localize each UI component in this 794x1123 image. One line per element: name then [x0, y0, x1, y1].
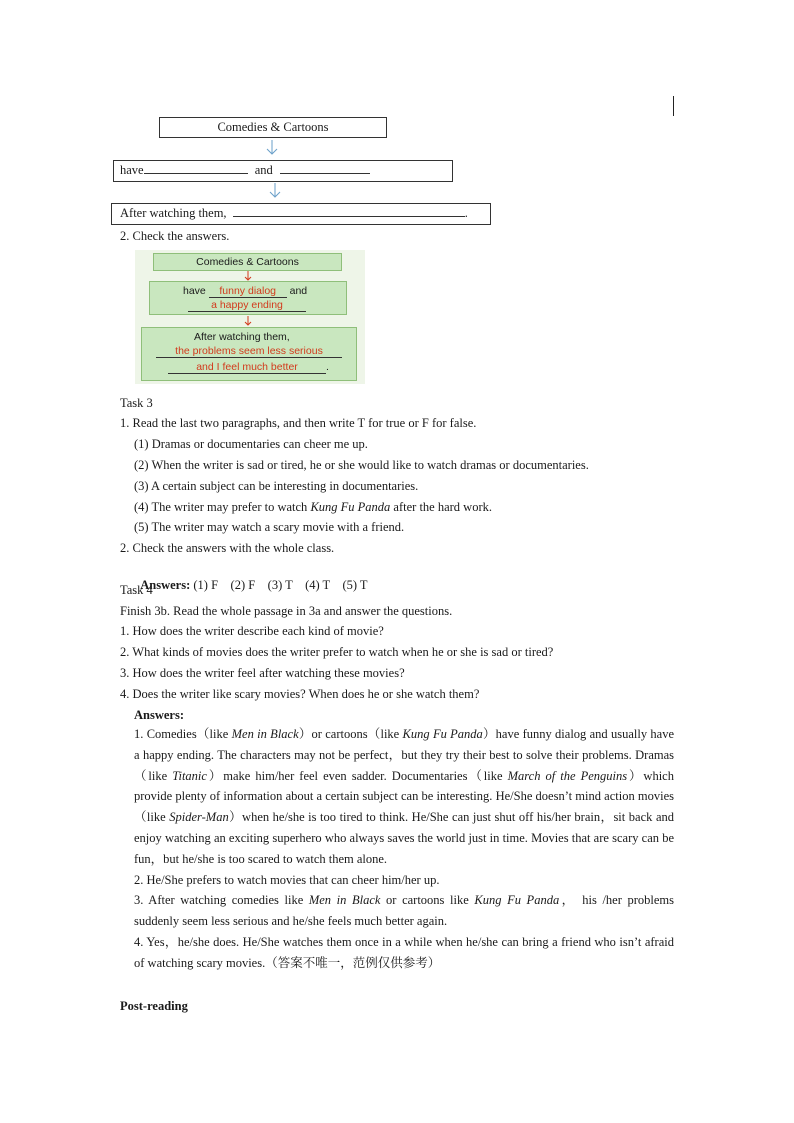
task3-item-2: (2) When the writer is sad or tired, he or she would like to watch dramas or documentaries. [134, 458, 589, 472]
task3-item-5: (5) The writer may watch a scary movie with a friend. [134, 520, 405, 534]
check-answers-label: 2. Check the answers. [120, 229, 230, 243]
answer-1: 1. Comedies（like Men in Black）or cartoons（like Kung Fu Panda）have funny dialog and usually have a happy ending. The characters may not be perfect，but they try their best to solve their problems. Dramas（like Titanic）make him/her feel even sadder. Documentaries（like March of the Penguins）which provide plenty of information about a certain subject can be interesting. He/She doesn’t mind action movies（like Spider-Man）when he/she is too tired to think. He/She can just shut off his/her brain，sit back and enjoy watching an exciting superhero who always saves the world just in time. Movies that are scary can be fun，but he/she is too scared to watch them alone. [134, 727, 675, 866]
task4-question-1: 1. How does the writer describe each kind of movie? [120, 624, 384, 638]
task4-instruction: Finish 3b. Read the whole passage in 3a and answer the questions. [120, 604, 453, 618]
diagram-box-label: Comedies & Cartoons [217, 120, 329, 134]
answers-label: Answers: [140, 578, 191, 592]
answer-funny-dialog: funny dialog [209, 285, 287, 298]
diagram-box-comedies-cartoons [159, 117, 387, 138]
task3-answers [134, 561, 368, 593]
blank-line [144, 173, 248, 174]
task4-answers-body [134, 724, 674, 974]
diagram-box-after-watching: After watching them, . [111, 203, 491, 225]
task3-instruction: 1. Read the last two paragraphs, and then write T for true or F for false. [120, 416, 477, 430]
task3-item-4: (4) The writer may prefer to watch Kung Fu Panda after the hard work. [134, 500, 492, 514]
task3-item-3: (3) A certain subject can be interesting in documentaries. [134, 479, 419, 493]
figure-box-label: Comedies & Cartoons [196, 256, 299, 268]
figure-box-comedies [153, 253, 342, 271]
arrow-down-icon [243, 316, 253, 326]
task4-answers-label: Answers: [134, 708, 184, 722]
blank-line [280, 173, 370, 174]
after-watching-label: After watching them, [120, 206, 227, 220]
answer-4: 4. Yes，he/she does. He/She watches them once in a while when he/she can bring a friend who isn’t afraid of watching scary movies.（答案不唯一，范例仅供参考） [134, 934, 674, 970]
post-reading-heading: Post-reading [120, 999, 188, 1013]
figure-and-label: and [289, 285, 308, 297]
and-label: and [254, 163, 273, 177]
task4-question-4: 4. Does the writer like scary movies? When does he or she watch them? [120, 687, 480, 701]
answer-problems-less-serious: the problems seem less serious [156, 345, 342, 358]
answer-figure [135, 250, 365, 384]
task3-heading: Task 3 [120, 396, 153, 410]
task3-check: 2. Check the answers with the whole class. [120, 541, 335, 555]
figure-after-label: After watching them, [194, 331, 290, 343]
arrow-down-icon [243, 271, 253, 281]
figure-period: . [326, 361, 329, 373]
figure-box-have [149, 281, 347, 315]
figure-have-label: have [183, 285, 206, 297]
task3-item-1: (1) Dramas or documentaries can cheer me up. [134, 437, 368, 451]
blank-line [233, 216, 465, 217]
task4-heading: Task 4 [120, 583, 153, 597]
task4-question-3: 3. How does the writer feel after watching these movies? [120, 666, 405, 680]
answer-2: 2. He/She prefers to watch movies that can cheer him/her up. [134, 872, 440, 887]
answer-3: 3. After watching comedies like Men in Black or cartoons like Kung Fu Panda， his /her problems suddenly seem less serious and he/she feels much better again. [134, 893, 675, 929]
diagram-box-have [113, 160, 453, 182]
answer-feel-much-better: and I feel much better [168, 361, 326, 374]
have-label: have [120, 163, 144, 177]
task3-answer-values: (1) F (2) F (3) T (4) T (5) T [193, 578, 368, 592]
figure-box-after [141, 327, 357, 381]
task4-question-2: 2. What kinds of movies does the writer prefer to watch when he or she is sad or tired? [120, 645, 554, 659]
arrow-down-icon [265, 140, 279, 156]
arrow-down-icon [268, 183, 282, 199]
answer-happy-ending: a happy ending [188, 299, 306, 312]
text-cursor [673, 96, 674, 116]
